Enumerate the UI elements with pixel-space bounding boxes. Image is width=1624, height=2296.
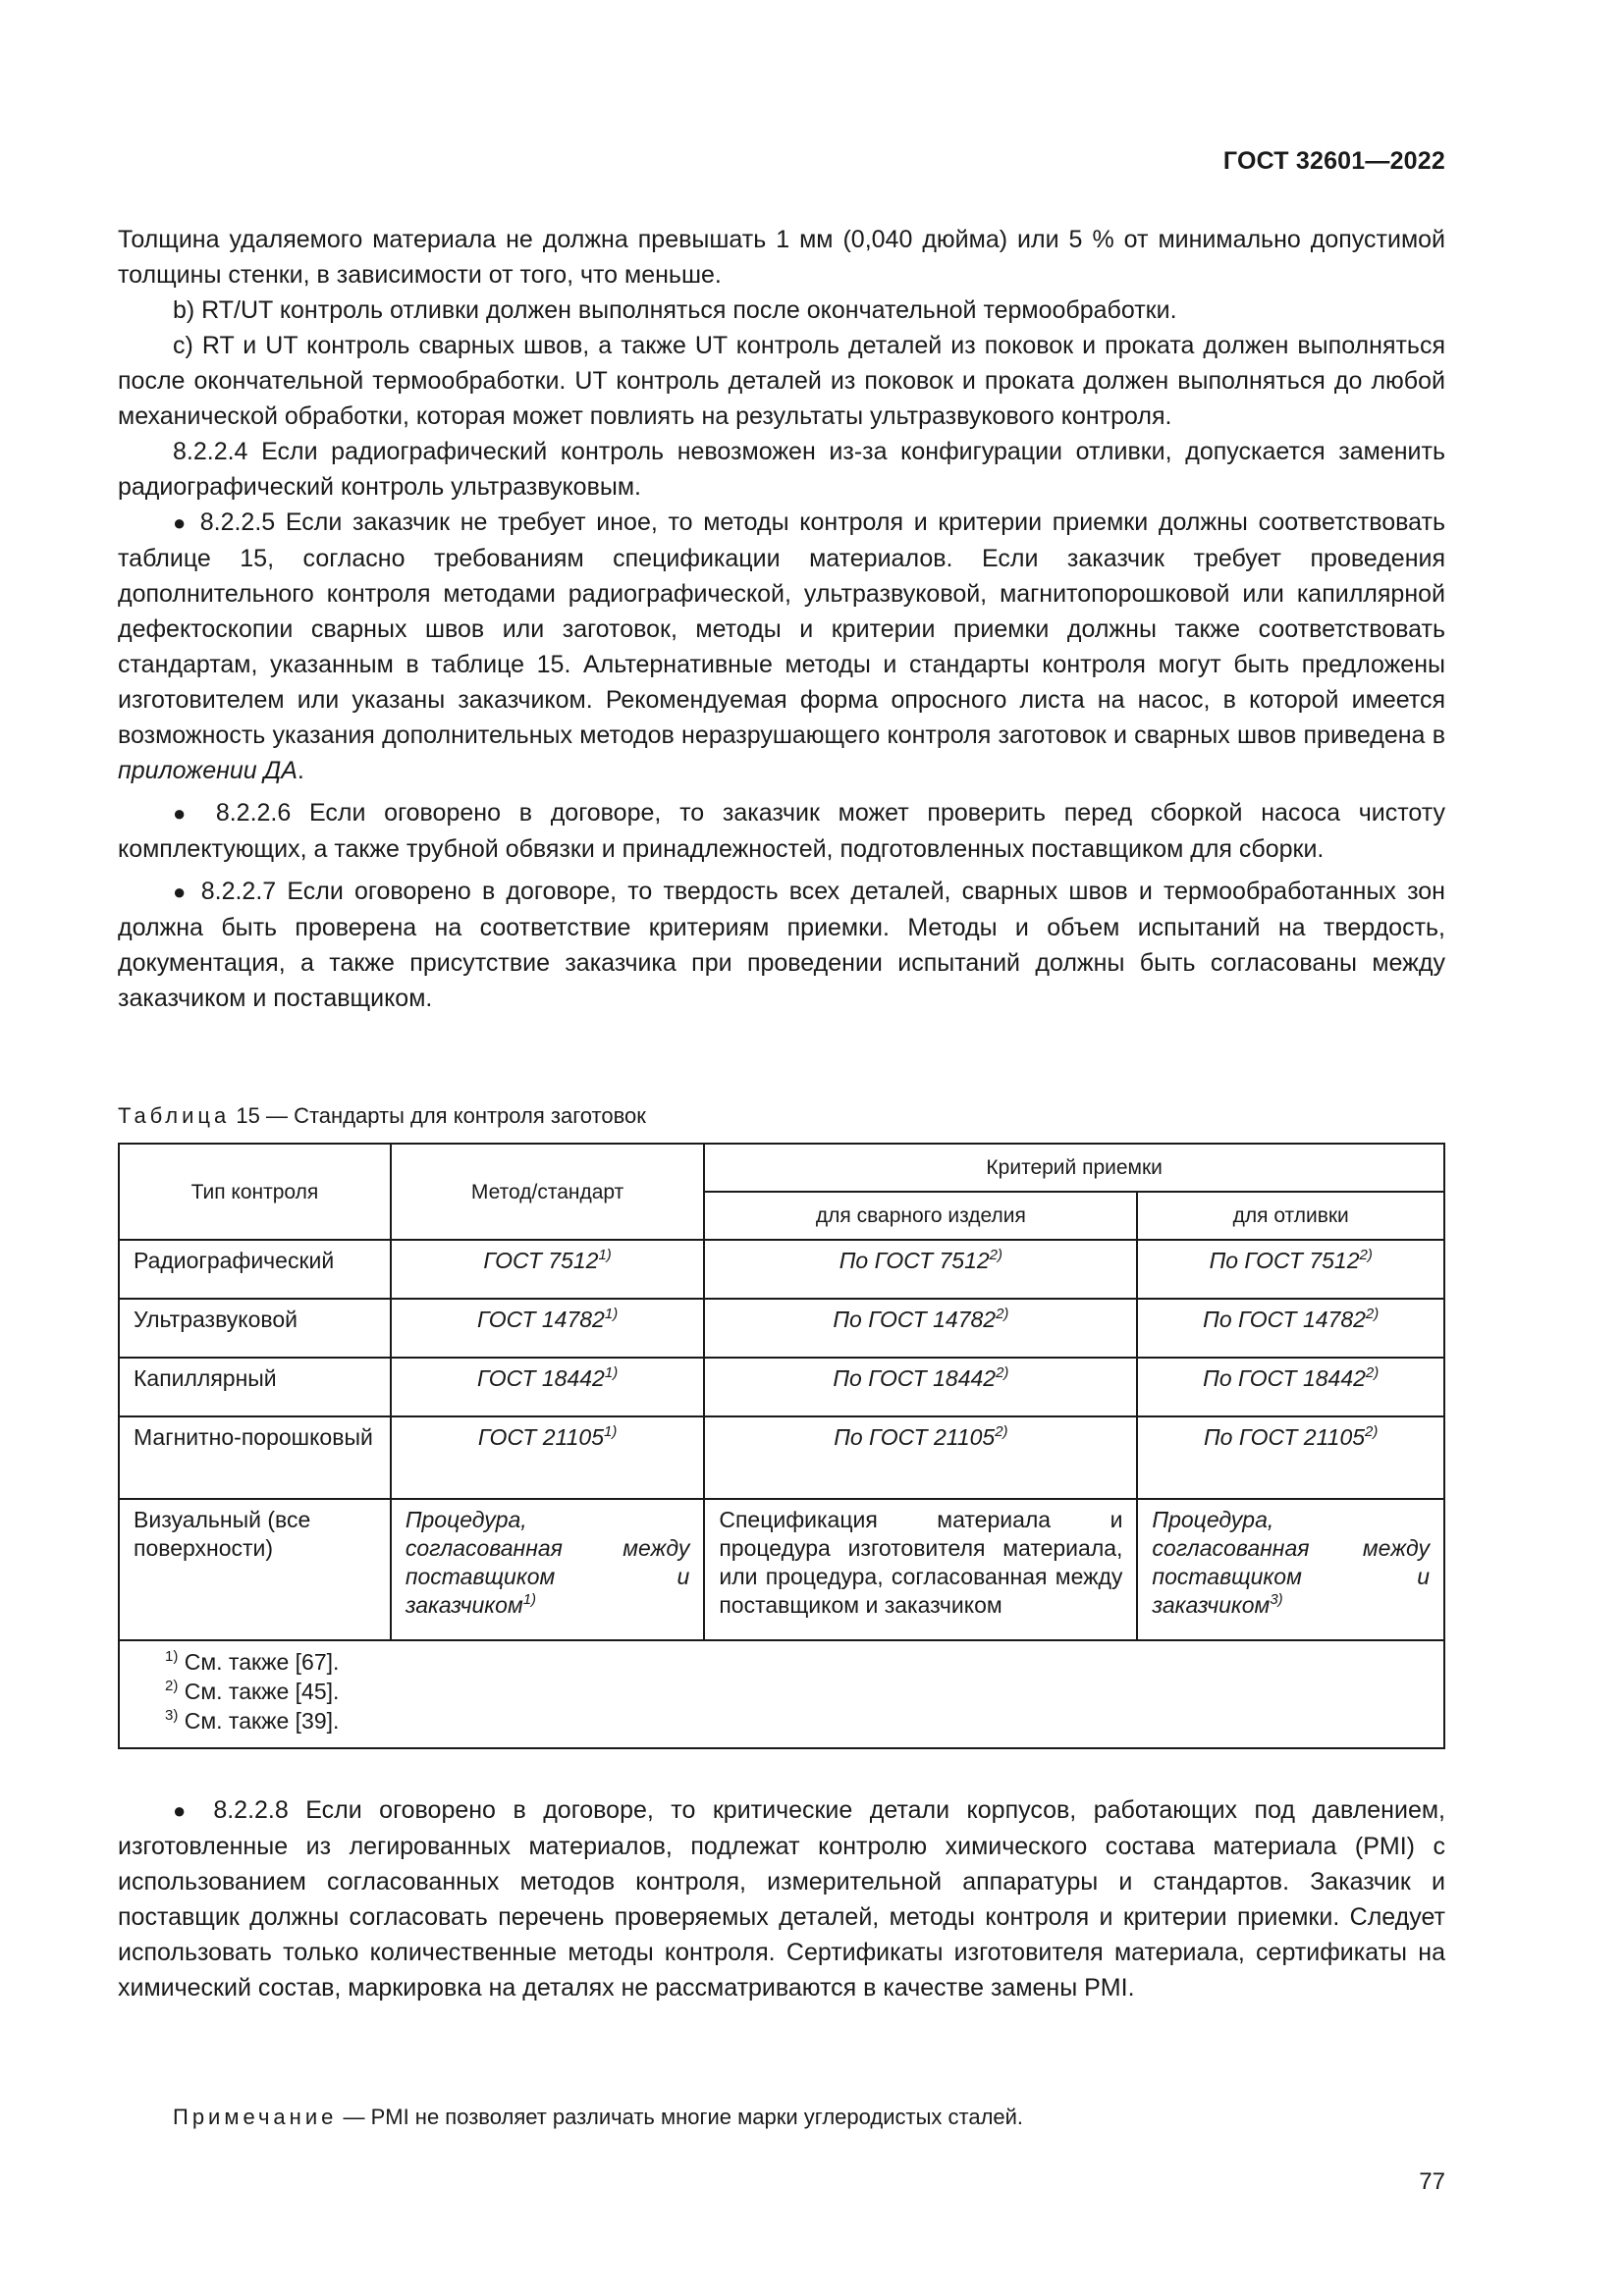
note-text: — PMI не позволяет различать многие марки углеродистых сталей.: [343, 2105, 1024, 2129]
cell-method: Процедура, согласованная между поставщиком и заказчиком$^{1)}$: [391, 1499, 705, 1640]
paragraph-8-2-2-7: [118, 874, 1445, 1016]
annex-reference: приложении ДА: [118, 757, 298, 784]
table-caption-label: Таблица: [118, 1103, 231, 1128]
cell-casting: По ГОСТ 14782$^{2)}$: [1137, 1299, 1444, 1358]
page-number: 77: [1419, 2168, 1445, 2195]
paragraph-8-2-2-8: [118, 1792, 1445, 2005]
cell-method: ГОСТ 21105$^{1)}$: [391, 1416, 705, 1499]
cell-welded: Спецификация материала и процедура изготовителя материала, или процедура, согласованная между поставщиком и заказчиком: [704, 1499, 1137, 1640]
paragraph-8-2-2-6: [118, 795, 1445, 867]
cell-method: ГОСТ 7512$^{1)}$: [391, 1240, 705, 1299]
header-type: Тип контроля: [119, 1144, 391, 1240]
header-welded: для сварного изделия: [704, 1192, 1137, 1240]
note: [173, 2105, 1023, 2130]
note-label: Примечание: [173, 2105, 338, 2129]
cell-type: Ультразвуковой: [119, 1299, 391, 1358]
bullet-icon: ●: [173, 1798, 196, 1823]
cell-welded: По ГОСТ 14782$^{2)}$: [704, 1299, 1137, 1358]
header-criteria: Критерий приемки: [704, 1144, 1444, 1192]
table-row: [119, 1416, 1444, 1499]
table-caption: [118, 1103, 646, 1129]
footnote: $^{2)}$ См. также [45].: [165, 1678, 340, 1704]
header-method: Метод/стандарт: [391, 1144, 705, 1240]
paragraph-8-2-2-4: 8.2.2.4 Если радиографический контроль невозможен из-за конфигурации отливки, допускается заменить радиографический контроль ультразвуковым.: [118, 438, 1445, 501]
document-header: ГОСТ 32601—2022: [1222, 147, 1445, 175]
cell-method: ГОСТ 18442$^{1)}$: [391, 1358, 705, 1416]
table-footnotes-row: [119, 1640, 1444, 1748]
paragraph-8-2-2-5-text: 8.2.2.5 Если заказчик не требует иное, то методы контроля и критерии приемки должны соответствовать таблице 15, согласно требованиям спецификации материалов. Если заказчик требует проведения дополнительного контроля методами радиографической, ультразвуковой, магнитопорошковой или капиллярной дефектоскопии сварных швов или заготовок, методы и критерии приемки должны также соответствовать стандартам, указанным в таблице 15. Альтернативные методы и стандарты контроля могут быть предложены изготовителем или указаны заказчиком. Рекомендуемая форма опросного листа на насос, в которой имеется возможность указания дополнительных методов неразрушающего контроля заготовок и сварных швов приведена в: [118, 508, 1445, 749]
paragraph-8-2-2-5: [118, 505, 1445, 788]
paragraph-c: c) RT и UT контроль сварных швов, а также UT контроль деталей из поковок и проката должен выполняться после окончательной термообработки. UT контроль деталей из поковок и проката должен выполняться до любой механической обработки, которая может повлиять на результаты ультразвукового контроля.: [118, 332, 1445, 430]
table-header-row: [119, 1144, 1444, 1192]
cell-type: Визуальный (все поверхности): [119, 1499, 391, 1640]
paragraph-b: b) RT/UT контроль отливки должен выполняться после окончательной термообработки.: [173, 296, 1177, 324]
table-row: [119, 1240, 1444, 1299]
cell-method: ГОСТ 14782$^{1)}$: [391, 1299, 705, 1358]
cell-type: Радиографический: [119, 1240, 391, 1299]
paragraph-end: .: [297, 757, 304, 784]
cell-welded: По ГОСТ 18442$^{2)}$: [704, 1358, 1137, 1416]
bullet-icon: ●: [173, 801, 198, 826]
bullet-icon: ●: [173, 880, 190, 904]
footnote: $^{3)}$ См. также [39].: [165, 1707, 340, 1734]
table-footnotes: [119, 1640, 1444, 1748]
paragraph-8-2-2-7-text: 8.2.2.7 Если оговорено в договоре, то твердость всех деталей, сварных швов и термообработанных зон должна быть проверена на соответствие критериям приемки. Методы и объем испытаний на твердость, документация, а также присутствие заказчика при проведении испытаний должны быть согласованы между заказчиком и поставщиком.: [118, 878, 1445, 1012]
inspection-standards-table: [118, 1143, 1445, 1749]
table-row: [119, 1358, 1444, 1416]
table-row: [119, 1499, 1444, 1640]
body-top: [118, 222, 1445, 1016]
table-row: [119, 1299, 1444, 1358]
cell-welded: По ГОСТ 21105$^{2)}$: [704, 1416, 1137, 1499]
body-bottom: [118, 1792, 1445, 2005]
header-casting: для отливки: [1137, 1192, 1444, 1240]
cell-casting: По ГОСТ 21105$^{2)}$: [1137, 1416, 1444, 1499]
footnote: $^{1)}$ См. также [67].: [165, 1648, 340, 1675]
cell-type: Магнитно-порошковый: [119, 1416, 391, 1499]
cell-casting: Процедура, согласованная между поставщиком и заказчиком$^{3)}$: [1137, 1499, 1444, 1640]
bullet-icon: ●: [173, 510, 190, 535]
paragraph-8-2-2-6-text: 8.2.2.6 Если оговорено в договоре, то заказчик может проверить перед сборкой насоса чистоту комплектующих, а также трубной обвязки и принадлежностей, подготовленных поставщиком для сборки.: [118, 799, 1445, 863]
table-caption-text: 15 — Стандарты для контроля заготовок: [236, 1103, 646, 1128]
cell-welded: По ГОСТ 7512$^{2)}$: [704, 1240, 1137, 1299]
cell-casting: По ГОСТ 18442$^{2)}$: [1137, 1358, 1444, 1416]
cell-type: Капиллярный: [119, 1358, 391, 1416]
paragraph-continuation: Толщина удаляемого материала не должна превышать 1 мм (0,040 дюйма) или 5 % от минимально допустимой толщины стенки, в зависимости от того, что меньше.: [118, 226, 1445, 289]
cell-casting: По ГОСТ 7512$^{2)}$: [1137, 1240, 1444, 1299]
paragraph-8-2-2-8-text: 8.2.2.8 Если оговорено в договоре, то критические детали корпусов, работающих под давлением, изготовленные из легированных материалов, подлежат контролю химического состава материала (PMI) с использованием согласованных методов контроля, измерительной аппаратуры и стандартов. Заказчик и поставщик должны согласовать перечень проверяемых деталей, методы контроля и критерии приемки. Следует использовать только количественные методы контроля. Сертификаты изготовителя материала, сертификаты на химический состав, маркировка на деталях не рассматриваются в качестве замены PMI.: [118, 1796, 1445, 2002]
